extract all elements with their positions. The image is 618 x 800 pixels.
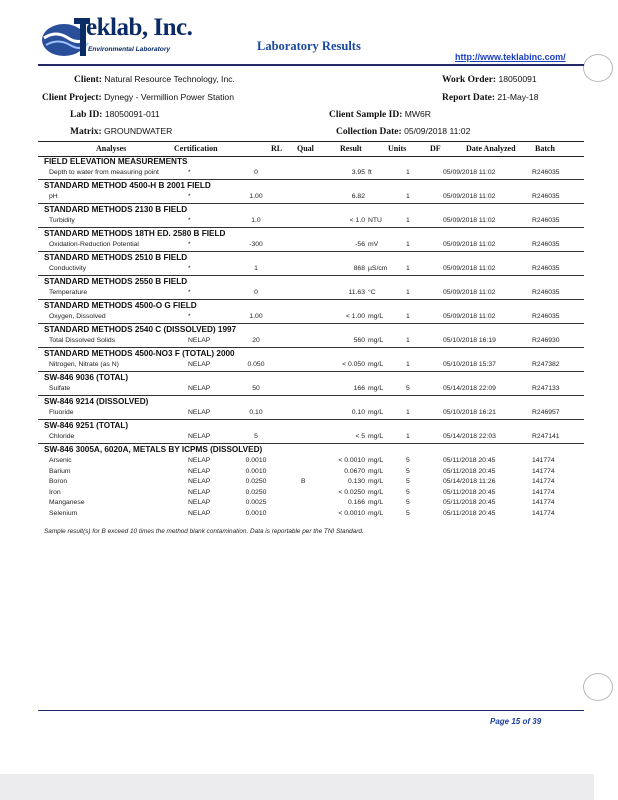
cell-units: NTU bbox=[368, 217, 382, 224]
cell-rl: 0 bbox=[254, 169, 258, 176]
cell-units: mg/L bbox=[368, 433, 384, 440]
cell-df: 1 bbox=[406, 265, 410, 272]
page-title: Laboratory Results bbox=[257, 39, 361, 53]
cell-batch: 141774 bbox=[532, 509, 555, 517]
col-df: DF bbox=[430, 144, 441, 153]
cell-result: < 0.0250 bbox=[338, 488, 365, 496]
cell-analyte: Turbidity bbox=[49, 217, 75, 224]
cell-date: 05/11/2018 20:45 bbox=[443, 499, 496, 506]
cell-result: < 5 bbox=[355, 433, 365, 440]
cell-cert: * bbox=[188, 313, 191, 320]
cell-batch: R247382 bbox=[532, 361, 560, 368]
cell-df: 5 bbox=[406, 385, 410, 392]
cell-units: mg/L bbox=[368, 478, 384, 485]
report-date-field: Report Date: 21-May-18 bbox=[442, 92, 539, 103]
cell-rl: 0.0025 bbox=[245, 499, 267, 506]
viewer-bottom-band bbox=[0, 774, 594, 800]
section-divider bbox=[38, 323, 584, 324]
section-title: SW-846 9251 (TOTAL) bbox=[44, 421, 129, 430]
punch-hole bbox=[583, 54, 613, 82]
cell-date: 05/14/2018 11:26 bbox=[443, 478, 496, 485]
cell-df: 1 bbox=[406, 337, 410, 344]
logo-subtitle: Environmental Laboratory bbox=[88, 46, 171, 53]
section-divider bbox=[38, 443, 584, 444]
matrix-field: Matrix: GROUNDWATER bbox=[70, 126, 173, 137]
cell-units: mg/L bbox=[368, 337, 384, 344]
cell-units: mg/L bbox=[368, 467, 384, 475]
cell-date: 05/10/2018 15:37 bbox=[443, 361, 496, 368]
cell-result: 6.82 bbox=[351, 193, 365, 200]
cell-cert: NELAP bbox=[188, 361, 211, 368]
cell-rl: 1.00 bbox=[249, 193, 263, 200]
cell-df: 1 bbox=[406, 433, 410, 440]
cell-batch: R246035 bbox=[532, 241, 560, 248]
cell-analyte: Sulfate bbox=[49, 385, 71, 392]
project-field: Client Project: Dynegy - Vermillion Power Station bbox=[42, 92, 234, 103]
cell-batch: R246957 bbox=[532, 409, 560, 416]
cell-analyte: Arsenic bbox=[49, 457, 72, 464]
cell-analyte: Total Dissolved Solids bbox=[49, 337, 116, 344]
cell-date: 05/11/2018 20:45 bbox=[443, 457, 496, 464]
cell-date: 05/09/2018 11:02 bbox=[443, 313, 496, 320]
cell-cert: * bbox=[188, 289, 191, 296]
cell-result: 0.130 bbox=[347, 478, 365, 485]
cell-df: 1 bbox=[406, 217, 410, 224]
cell-df: 1 bbox=[406, 361, 410, 368]
cell-cert: NELAP bbox=[188, 467, 211, 475]
cell-cert: * bbox=[188, 241, 191, 248]
cell-df: 5 bbox=[406, 499, 410, 506]
cell-units: mg/L bbox=[368, 509, 384, 517]
cell-batch: R246035 bbox=[532, 313, 560, 320]
col-analyses: Analyses bbox=[96, 144, 127, 153]
collection-date-field: Collection Date: 05/09/2018 11:02 bbox=[336, 126, 471, 137]
lab-id-field: Lab ID: 18050091-011 bbox=[70, 109, 160, 120]
website-link[interactable]: http://www.teklabinc.com/ bbox=[455, 52, 566, 62]
cell-result: < 0.0010 bbox=[338, 509, 365, 517]
cell-batch: R246930 bbox=[532, 337, 560, 344]
cell-batch: 141774 bbox=[532, 457, 555, 464]
cell-rl: 0.0250 bbox=[245, 478, 267, 485]
cell-date: 05/09/2018 11:02 bbox=[443, 289, 496, 296]
client-field: Client: Natural Resource Technology, Inc. bbox=[74, 74, 235, 85]
cell-rl: 0.050 bbox=[247, 361, 265, 368]
cell-cert: NELAP bbox=[188, 457, 211, 464]
cell-units: mg/L bbox=[368, 457, 384, 464]
cell-analyte: Temperature bbox=[49, 289, 88, 296]
cell-cert: NELAP bbox=[188, 385, 211, 392]
section-divider bbox=[38, 419, 584, 420]
cell-date: 05/11/2018 20:45 bbox=[443, 467, 496, 475]
cell-result: < 0.050 bbox=[342, 361, 365, 368]
cell-analyte: Manganese bbox=[49, 499, 85, 506]
cell-date: 05/09/2018 11:02 bbox=[443, 169, 496, 176]
cell-analyte: Selenium bbox=[49, 509, 78, 517]
cell-cert: NELAP bbox=[188, 499, 211, 506]
cell-batch: R246035 bbox=[532, 193, 560, 200]
cell-analyte: Fluoride bbox=[49, 409, 74, 416]
cell-cert: * bbox=[188, 265, 191, 272]
cell-date: 05/09/2018 11:02 bbox=[443, 217, 496, 224]
footnote: Sample result(s) for B exceed 10 times the method blank contamination. Data is reportable per the TNI Standard. bbox=[44, 528, 364, 535]
page-number: Page 15 of 39 bbox=[490, 717, 542, 726]
cell-units: mg/L bbox=[368, 488, 384, 496]
cell-cert: NELAP bbox=[188, 509, 211, 517]
section-title: FIELD ELEVATION MEASUREMENTS bbox=[44, 157, 188, 166]
col-units: Units bbox=[388, 144, 407, 153]
cell-units: mg/L bbox=[368, 313, 384, 320]
work-order-field: Work Order: 18050091 bbox=[442, 74, 537, 85]
cell-df: 5 bbox=[406, 478, 410, 485]
section-title: STANDARD METHOD 4500-H B 2001 FIELD bbox=[44, 181, 211, 190]
cell-date: 05/10/2018 16:19 bbox=[443, 337, 496, 344]
section-title: STANDARD METHODS 4500-O G FIELD bbox=[44, 301, 197, 310]
cell-rl: 0.10 bbox=[249, 409, 263, 416]
cell-result: 166 bbox=[353, 385, 365, 392]
section-divider bbox=[38, 203, 584, 204]
cell-analyte: Barium bbox=[49, 467, 71, 475]
col-rl: RL bbox=[271, 144, 283, 153]
cell-batch: R246035 bbox=[532, 265, 560, 272]
cell-rl: 0.0010 bbox=[245, 457, 267, 464]
col-batch: Batch bbox=[535, 144, 555, 153]
logo-text: eklab, Inc. bbox=[86, 14, 193, 41]
section-title: STANDARD METHODS 2130 B FIELD bbox=[44, 205, 188, 214]
cell-df: 5 bbox=[406, 457, 410, 464]
cell-batch: R246035 bbox=[532, 169, 560, 176]
cell-cert: NELAP bbox=[188, 433, 211, 440]
cell-rl: -300 bbox=[249, 241, 263, 248]
cell-df: 1 bbox=[406, 193, 410, 200]
cell-cert: NELAP bbox=[188, 478, 211, 485]
cell-result: 0.0670 bbox=[344, 467, 365, 475]
client-sample-id-field: Client Sample ID: MW6R bbox=[329, 109, 432, 120]
section-divider bbox=[38, 179, 584, 180]
cell-result: 0.166 bbox=[347, 499, 365, 506]
cell-units: mg/L bbox=[368, 361, 384, 368]
section-title: STANDARD METHODS 4500-NO3 F (TOTAL) 2000 bbox=[44, 349, 235, 358]
section-title: SW-846 9214 (DISSOLVED) bbox=[44, 397, 149, 406]
cell-analyte: Boron bbox=[49, 478, 68, 485]
cell-units: ft bbox=[368, 169, 372, 176]
cell-df: 1 bbox=[406, 169, 410, 176]
header-divider bbox=[38, 64, 584, 66]
cell-result: 0.10 bbox=[351, 409, 365, 416]
cell-result: -56 bbox=[355, 241, 365, 248]
cell-analyte: Chloride bbox=[49, 433, 75, 440]
cell-date: 05/14/2018 22:03 bbox=[443, 433, 496, 440]
table-header bbox=[38, 141, 584, 157]
section-divider bbox=[38, 227, 584, 228]
cell-rl: 1.00 bbox=[249, 313, 263, 320]
cell-df: 5 bbox=[406, 509, 410, 517]
cell-date: 05/11/2018 20:45 bbox=[443, 509, 496, 517]
cell-analyte: Oxidation-Reduction Potential bbox=[49, 241, 139, 248]
cell-rl: 1.0 bbox=[251, 217, 261, 224]
cell-analyte: Iron bbox=[49, 488, 61, 496]
cell-result: < 0.0010 bbox=[338, 457, 365, 464]
cell-cert: * bbox=[188, 193, 191, 200]
col-date-analyzed: Date Analyzed bbox=[466, 144, 516, 153]
cell-analyte: Depth to water from measuring point bbox=[49, 169, 159, 176]
section-title: STANDARD METHODS 2510 B FIELD bbox=[44, 253, 188, 262]
cell-analyte: Oxygen, Dissolved bbox=[49, 313, 106, 320]
section-divider bbox=[38, 299, 584, 300]
punch-hole bbox=[583, 673, 613, 701]
cell-batch: R247141 bbox=[532, 433, 560, 440]
cell-date: 05/10/2018 16:21 bbox=[443, 409, 496, 416]
section-title: SW-846 3005A, 6020A, METALS BY ICPMS (DISSOLVED) bbox=[44, 445, 263, 454]
cell-cert: NELAP bbox=[188, 488, 211, 496]
section-title: STANDARD METHODS 2550 B FIELD bbox=[44, 277, 188, 286]
cell-date: 05/11/2018 20:45 bbox=[443, 488, 496, 496]
cell-units: mg/L bbox=[368, 385, 384, 392]
cell-result: 3.95 bbox=[351, 169, 365, 176]
cell-result: 560 bbox=[353, 337, 365, 344]
cell-qual: B bbox=[301, 478, 306, 485]
section-divider bbox=[38, 347, 584, 348]
cell-batch: R246035 bbox=[532, 217, 560, 224]
section-divider bbox=[38, 371, 584, 372]
cell-df: 1 bbox=[406, 313, 410, 320]
cell-batch: R247133 bbox=[532, 385, 560, 392]
cell-batch: R246035 bbox=[532, 289, 560, 296]
cell-units: °C bbox=[368, 289, 376, 296]
cell-df: 1 bbox=[406, 241, 410, 248]
cell-df: 5 bbox=[406, 488, 410, 496]
cell-rl: 1 bbox=[254, 265, 258, 272]
cell-rl: 0.0010 bbox=[245, 509, 267, 517]
cell-cert: * bbox=[188, 169, 191, 176]
cell-rl: 0.0250 bbox=[245, 488, 267, 496]
cell-df: 1 bbox=[406, 289, 410, 296]
footer-divider bbox=[38, 710, 584, 711]
cell-result: 868 bbox=[353, 265, 365, 272]
cell-df: 1 bbox=[406, 409, 410, 416]
cell-df: 5 bbox=[406, 467, 410, 475]
cell-cert: NELAP bbox=[188, 337, 211, 344]
cell-batch: 141774 bbox=[532, 499, 555, 506]
cell-rl: 0 bbox=[254, 289, 258, 296]
section-divider bbox=[38, 251, 584, 252]
section-title: SW-846 9036 (TOTAL) bbox=[44, 373, 129, 382]
section-divider bbox=[38, 395, 584, 396]
cell-analyte: Conductivity bbox=[49, 265, 87, 272]
cell-units: mg/L bbox=[368, 499, 384, 506]
cell-result: 11.63 bbox=[348, 289, 365, 296]
cell-cert: NELAP bbox=[188, 409, 211, 416]
cell-date: 05/09/2018 11:02 bbox=[443, 265, 496, 272]
cell-batch: 141774 bbox=[532, 488, 555, 496]
cell-batch: 141774 bbox=[532, 478, 555, 485]
cell-batch: 141774 bbox=[532, 467, 555, 475]
section-divider bbox=[38, 275, 584, 276]
cell-date: 05/09/2018 11:02 bbox=[443, 193, 496, 200]
col-certification: Certification bbox=[174, 144, 218, 153]
cell-rl: 50 bbox=[252, 385, 260, 392]
section-title: STANDARD METHODS 2540 C (DISSOLVED) 1997 bbox=[44, 325, 237, 334]
cell-rl: 0.0010 bbox=[245, 467, 267, 475]
section-title: STANDARD METHODS 18TH ED. 2580 B FIELD bbox=[44, 229, 226, 238]
cell-result: < 1.00 bbox=[345, 313, 365, 320]
cell-rl: 5 bbox=[254, 433, 258, 440]
col-qual: Qual bbox=[297, 144, 314, 153]
cell-date: 05/09/2018 11:02 bbox=[443, 241, 496, 248]
cell-result: < 1.0 bbox=[349, 217, 365, 224]
cell-units: mg/L bbox=[368, 409, 384, 416]
cell-date: 05/14/2018 22:09 bbox=[443, 385, 496, 392]
cell-analyte: pH bbox=[49, 193, 58, 200]
cell-units: µS/cm bbox=[368, 265, 388, 272]
cell-units: mV bbox=[368, 241, 379, 248]
cell-cert: * bbox=[188, 217, 191, 224]
cell-analyte: Nitrogen, Nitrate (as N) bbox=[49, 361, 119, 368]
col-result: Result bbox=[340, 144, 362, 153]
cell-rl: 20 bbox=[252, 337, 260, 344]
